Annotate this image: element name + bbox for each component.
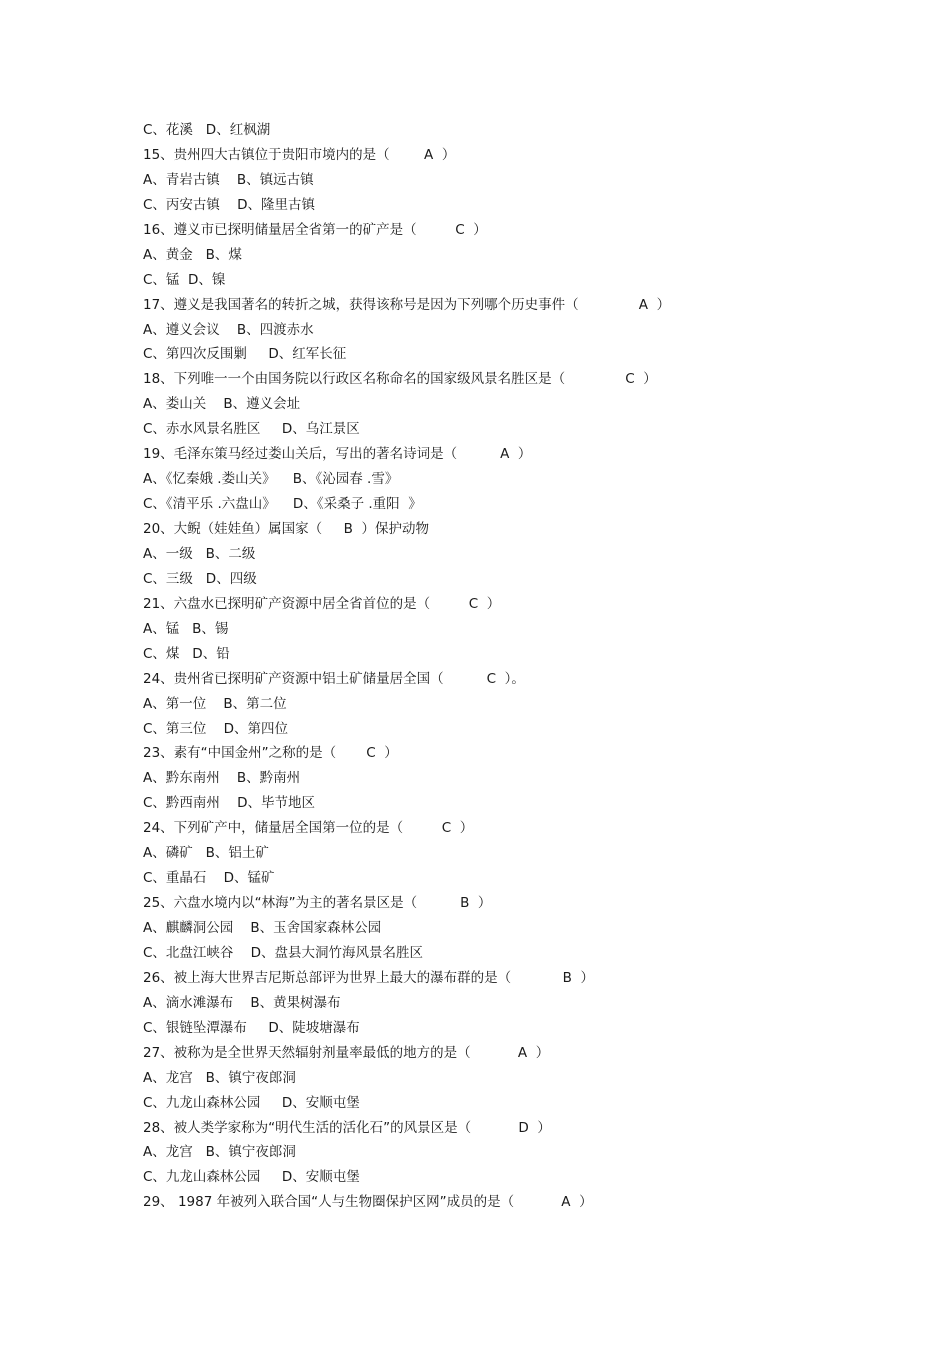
text-line: C、第三位 D、第四位 (143, 720, 288, 737)
text-line: A、麒麟洞公园 B、玉舍国家森林公园 (143, 920, 382, 936)
text-line: 27、被称为是全世界天然辐射剂量率最低的地方的是（ A ） (143, 1044, 550, 1061)
text-line: C、九龙山森林公园 D、安顺屯堡 (143, 1169, 360, 1186)
text-line: C、花溪 D、红枫湖 (143, 122, 271, 138)
text-line: A、滴水滩瀑布 B、黄果树瀑布 (143, 994, 341, 1011)
text-line: C、赤水风景名胜区 D、乌江景区 (143, 421, 360, 438)
text-line: A、黔东南州 B、黔南州 (143, 770, 301, 787)
text-line: C、三级 D、四级 (143, 570, 257, 587)
text-line: A、一级 B、二级 (143, 545, 256, 562)
text-line: A、《忆秦娥 .娄山关》 B、《沁园春 .雪》 (143, 471, 399, 488)
text-line: A、第一位 B、第二位 (143, 695, 287, 712)
text-line: A、龙宫 B、镇宁夜郎洞 (143, 1069, 296, 1086)
text-line: 29、 1987 年被列入联合国“人与生物圈保护区网”成员的是（ A ） (143, 1194, 593, 1211)
text-line: C、第四次反围剿 D、红军长征 (143, 346, 347, 363)
document-body (143, 118, 863, 1215)
text-line: C、煤 D、铅 (143, 645, 230, 662)
text-line: 24、下列矿产中，储量居全国第一位的是（ C ） (143, 820, 474, 837)
text-line: 24、贵州省已探明矿产资源中铝土矿储量居全国（ C ）。 (143, 670, 525, 687)
text-line: C、《清平乐 .六盘山》 D、《采桑子 .重阳 》 (143, 496, 422, 513)
text-line: A、龙宫 B、镇宁夜郎洞 (143, 1144, 296, 1161)
text-line: A、遵义会议 B、四渡赤水 (143, 321, 314, 338)
text-line: C、锰 D、镍 (143, 271, 226, 288)
text-line: 28、被人类学家称为“明代生活的活化石”的风景区是（ D ） (143, 1119, 551, 1136)
text-line: C、银链坠潭瀑布 D、陡坡塘瀑布 (143, 1019, 360, 1036)
text-line: 25、六盘水境内以“林海”为主的著名景区是（ B ） (143, 895, 492, 912)
text-line: C、北盘江峡谷 D、盘县大洞竹海风景名胜区 (143, 944, 423, 961)
text-line: C、九龙山森林公园 D、安顺屯堡 (143, 1094, 360, 1111)
text-line: A、磷矿 B、铝土矿 (143, 845, 269, 862)
text-line: C、丙安古镇 D、隆里古镇 (143, 196, 315, 213)
text-line: 26、被上海大世界吉尼斯总部评为世界上最大的瀑布群的是（ B ） (143, 969, 595, 986)
text-line: A、青岩古镇 B、镇远古镇 (143, 171, 314, 188)
text-line: 18、下列唯一一个由国务院以行政区名称命名的国家级风景名胜区是（ C ） (143, 371, 657, 388)
text-line: 20、大鲵（娃娃鱼）属国家（ B ）保护动物 (143, 521, 429, 537)
text-line: C、黔西南州 D、毕节地区 (143, 795, 315, 812)
text-line: 19、毛泽东策马经过娄山关后，写出的著名诗词是（ A ） (143, 446, 532, 463)
text-line: 16、遵义市已探明储量居全省第一的矿产是（ C ） (143, 221, 487, 238)
text-line: 21、六盘水已探明矿产资源中居全省首位的是（ C ） (143, 595, 501, 612)
text-line: A、锰 B、锡 (143, 620, 229, 637)
text-line: 15、贵州四大古镇位于贵阳市境内的是（ A ） (143, 146, 456, 163)
text-line: 17、遵义是我国著名的转折之城，获得该称号是因为下列哪个历史事件（ A ） (143, 296, 671, 313)
text-line: A、黄金 B、煤 (143, 246, 242, 263)
text-line: 23、素有“中国金州”之称的是（ C ） (143, 745, 398, 762)
text-line: A、娄山关 B、遵义会址 (143, 396, 301, 413)
text-line: C、重晶石 D、锰矿 (143, 870, 275, 887)
